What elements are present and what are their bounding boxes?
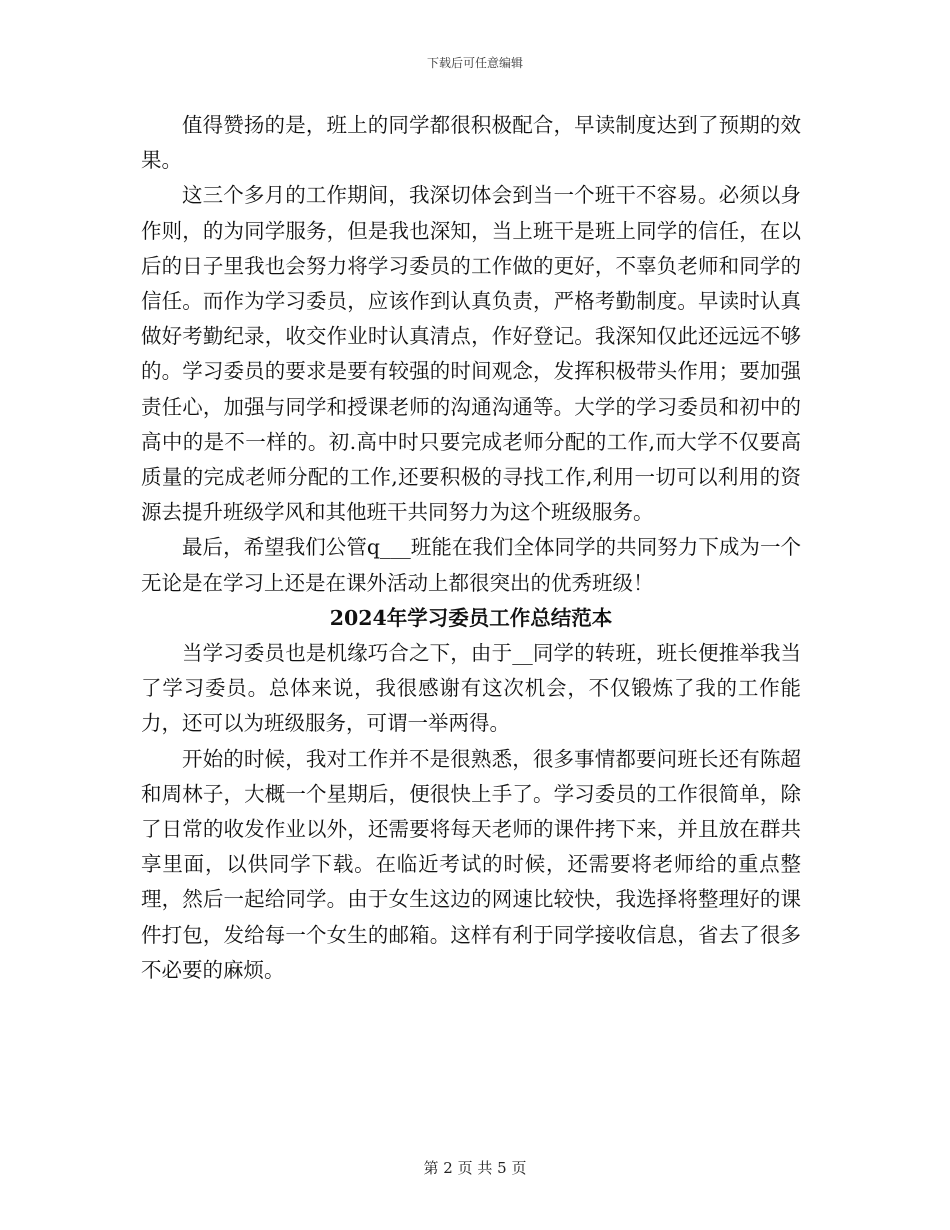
page-header: 下载后可任意编辑 xyxy=(426,56,523,70)
paragraph-closing: 最后，希望我们公管q___班能在我们全体同学的共同努力下成为一个无论是在学习上还是在课外活动上都很突出的优秀班级！ xyxy=(141,535,801,595)
paragraph-praise: 值得赞扬的是，班上的同学都很积极配合，早读制度达到了预期的效果。 xyxy=(141,113,801,173)
paragraph-experience: 这三个多月的工作期间，我深切体会到当一个班干不容易。必须以身作则，的为同学服务，但是我也深知，当上班干是班上同学的信任，在以后的日子里我也会努力将学习委员的工作做的更好，不辜负老师和同学的信任。而作为学习委员，应该作到认真负责，严格考勤制度。早读时认真做好考勤纪录，收交作业时认真清点，作好登记。我深知仅此还远远不够的。学习委员的要求是要有较强的时间观念，发挥积极带头作用；要加强责任心，加强与同学和授课老师的沟通沟通等。大学的学习委员和初中的高中的是不一样的。初.高中时只要完成老师分配的工作,而大学不仅要高质量的完成老师分配的工作,还要积极的寻找工作,利用一切可以利用的资源去提升班级学风和其他班干共同努力为这个班级服务。 xyxy=(141,183,801,525)
page-number: 第 2 页 共 5 页 xyxy=(423,1159,527,1177)
paragraph-intro: 当学习委员也是机缘巧合之下，由于__同学的转班，班长便推举我当了学习委员。总体来说，我很感谢有这次机会，不仅锻炼了我的工作能力，还可以为班级服务，可谓一举两得。 xyxy=(141,641,801,736)
paragraph-start: 开始的时候，我对工作并不是很熟悉，很多事情都要问班长还有陈超和周林子，大概一个星期后，便很快上手了。学习委员的工作很简单，除了日常的收发作业以外，还需要将每天老师的课件拷下来，并且放在群共享里面，以供同学下载。在临近考试的时候，还需要将老师给的重点整理，然后一起给同学。由于女生这边的网速比较快，我选择将整理好的课件打包，发给每一个女生的邮箱。这样有利于同学接收信息，省去了很多不必要的麻烦。 xyxy=(141,746,801,982)
document-body xyxy=(141,108,801,988)
section-heading: 2024年学习委员工作总结范本 xyxy=(329,605,613,630)
